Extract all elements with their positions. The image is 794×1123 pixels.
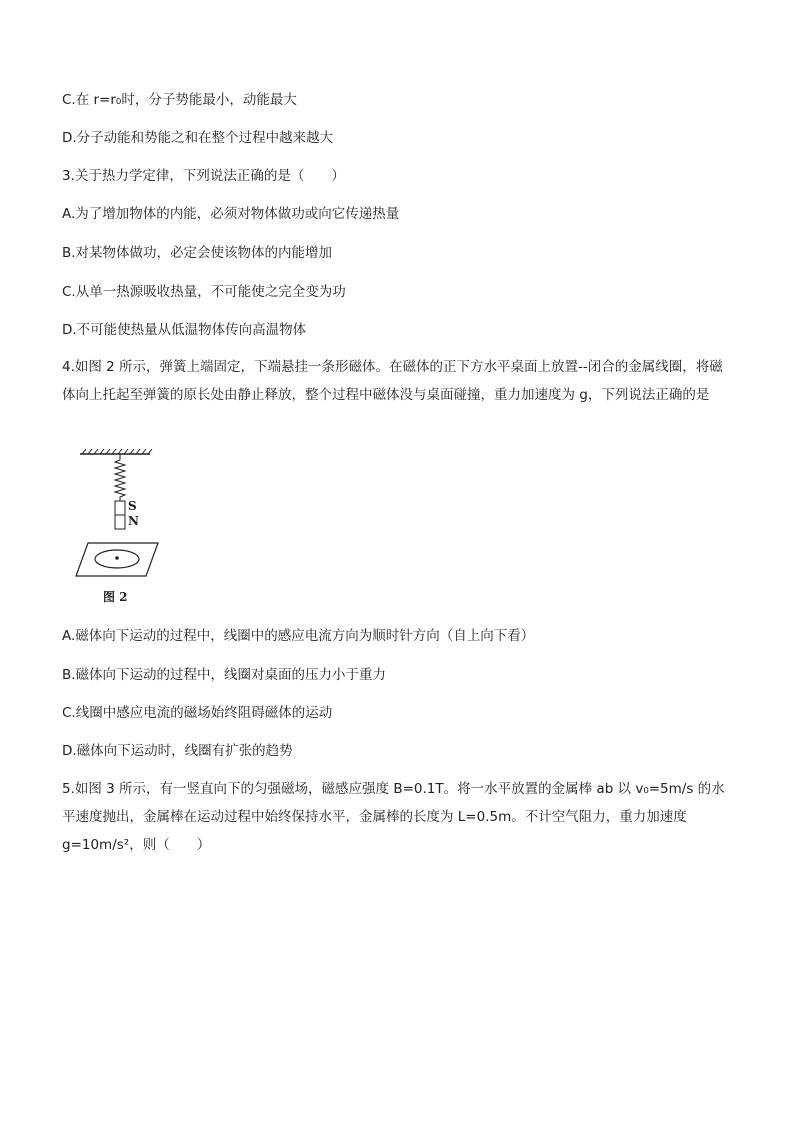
question-3-option-d: D.不可能使热量从低温物体传向高温物体 [62,322,307,338]
question-2-option-c: C.在 r=r₀时，分子势能最小，动能最大 [62,92,297,108]
question-3-stem: 3.关于热力学定律，下列说法正确的是（ ） [62,168,345,184]
question-3-option-c: C.从单一热源吸收热量，不可能使之完全变为功 [62,284,346,300]
question-5-stem: 5.如图 3 所示，有一竖直向下的匀强磁场，磁感应强度 B=0.1T。将一水平放置的金属棒 ab 以 v₀=5m/s 的水平速度抛出，金属棒在运动过程中始终保持水平，金属棒的长度为 L=0.5m。不计空气阻力，重力加速度 g=10m/s²，则（ ） [62,781,725,853]
question-2-option-d: D.分子动能和势能之和在整个过程中越来越大 [62,130,334,146]
question-3-option-b: B.对某物体做功，必定会使该物体的内能增加 [62,245,333,261]
magnet-n-label: N [128,514,139,528]
question-3-option-a: A.为了增加物体的内能，必须对物体做功或向它传递热量 [62,206,400,222]
spring-magnet-coil-diagram [70,448,170,583]
question-4-option-c: C.线圈中感应电流的磁场始终阻碍磁体的运动 [62,705,333,721]
question-4-option-d: D.磁体向下运动时，线圈有扩张的趋势 [62,743,293,759]
magnet-s-label: S [128,499,137,513]
question-4-option-a: A.磁体向下运动的过程中，线圈中的感应电流方向为顺时针方向（自上向下看） [62,628,535,644]
figure-2-caption: 图 2 [103,590,128,604]
figure-2 [70,448,170,608]
question-4-option-b: B.磁体向下运动的过程中，线圈对桌面的压力小于重力 [62,667,387,683]
question-4-stem: 4.如图 2 所示，弹簧上端固定，下端悬挂一条形磁体。在磁体的正下方水平桌面上放置--闭合的金属线圈，将磁体向上托起至弹簧的原长处由静止释放，整个过程中磁体没与桌面碰撞，重力加速度为 g，下列说法正确的是 [62,359,723,403]
